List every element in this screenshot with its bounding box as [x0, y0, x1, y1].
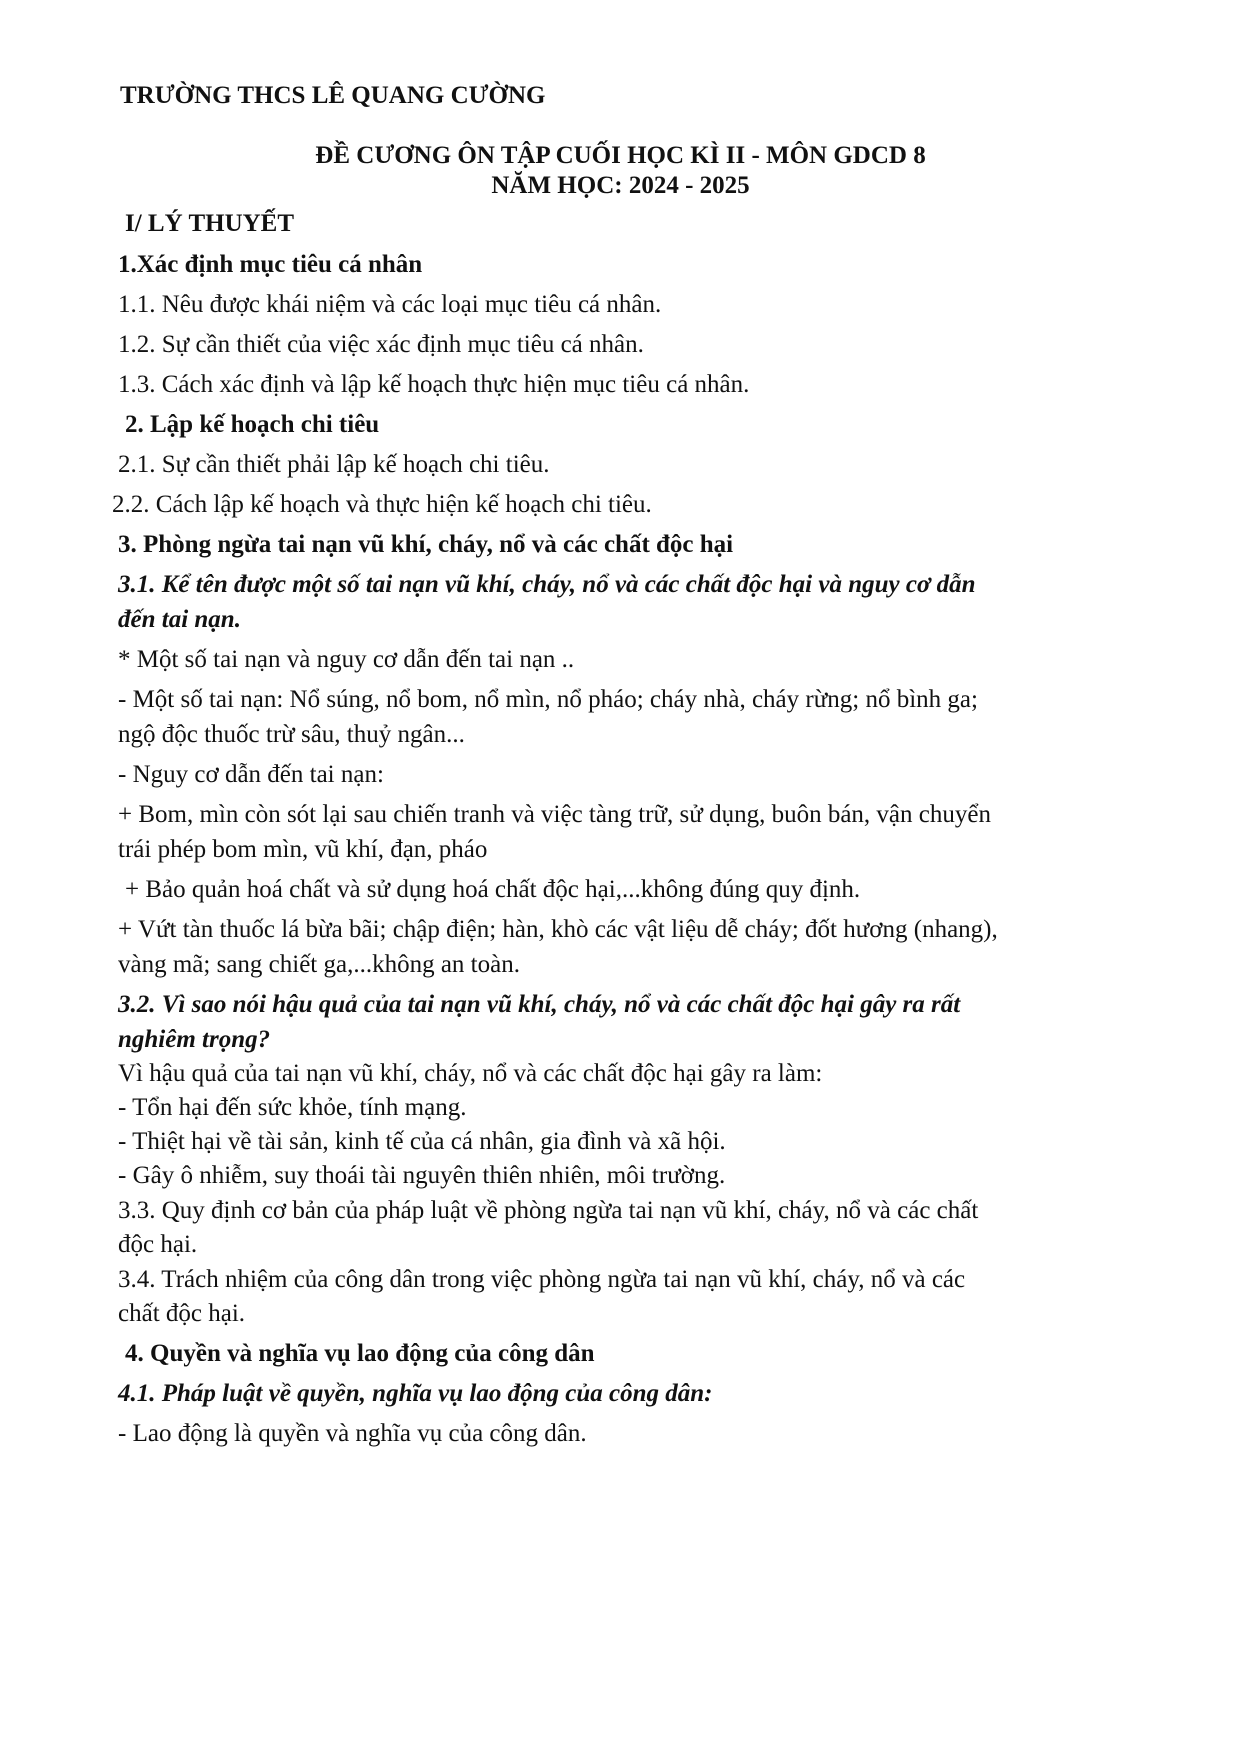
- question-3-2: 3.2. Vì sao nói hậu quả của tai nạn vũ khí, cháy, nổ và các chất độc hại gây ra rất: [118, 991, 961, 1018]
- question-3-4: 3.4. Trách nhiệm của công dân trong việc phòng ngừa tai nạn vũ khí, cháy, nổ và các: [118, 1266, 966, 1293]
- risk-item-cont: vàng mã; sang chiết ga,...không an toàn.: [118, 951, 520, 978]
- labor-item: - Lao động là quyền và nghĩa vụ của công dân.: [118, 1420, 587, 1447]
- question-3-1: 3.1. Kể tên được một số tai nạn vũ khí, cháy, nổ và các chất độc hại và nguy cơ dẫn: [118, 571, 976, 598]
- section-2-item: 2.1. Sự cần thiết phải lập kế hoạch chi tiêu.: [118, 451, 550, 478]
- question-3-3-cont: độc hại.: [118, 1231, 198, 1258]
- section-1-item: 1.3. Cách xác định và lập kế hoạch thực hiện mục tiêu cá nhân.: [118, 371, 750, 398]
- school-name: TRƯỜNG THCS LÊ QUANG CƯỜNG: [120, 82, 546, 109]
- school-year: NĂM HỌC: 2024 - 2025: [491, 172, 750, 199]
- consequence-item: - Gây ô nhiễm, suy thoái tài nguyên thiên nhiên, môi trường.: [118, 1162, 726, 1189]
- risk-item: + Bom, mìn còn sót lại sau chiến tranh và việc tàng trữ, sử dụng, buôn bán, vận chuyển: [118, 801, 991, 828]
- section-1-heading: 1.Xác định mục tiêu cá nhân: [118, 251, 423, 278]
- section-1-item: 1.2. Sự cần thiết của việc xác định mục tiêu cá nhân.: [118, 331, 644, 358]
- question-3-1-cont: đến tai nạn.: [118, 606, 241, 633]
- risk-heading: - Nguy cơ dẫn đến tai nạn:: [118, 761, 384, 788]
- risk-item: + Vứt tàn thuốc lá bừa bãi; chập điện; hàn, khò các vật liệu dễ cháy; đốt hương (nhang),: [118, 916, 998, 943]
- section-3-heading: 3. Phòng ngừa tai nạn vũ khí, cháy, nổ và các chất độc hại: [118, 531, 734, 558]
- star-note: * Một số tai nạn và nguy cơ dẫn đến tai nạn ..: [118, 646, 575, 673]
- consequence-item: - Thiệt hại về tài sản, kinh tế của cá nhân, gia đình và xã hội.: [118, 1128, 726, 1155]
- consequence-intro: Vì hậu quả của tai nạn vũ khí, cháy, nổ và các chất độc hại gây ra làm:: [118, 1060, 823, 1087]
- question-4-1: 4.1. Pháp luật về quyền, nghĩa vụ lao động của công dân:: [118, 1380, 713, 1407]
- part-heading: I/ LÝ THUYẾT: [125, 210, 295, 237]
- accidents-list-cont: ngộ độc thuốc trừ sâu, thuỷ ngân...: [118, 721, 465, 748]
- section-4-heading: 4. Quyền và nghĩa vụ lao động của công dân: [125, 1340, 595, 1367]
- section-1-item: 1.1. Nêu được khái niệm và các loại mục tiêu cá nhân.: [118, 291, 662, 318]
- question-3-3: 3.3. Quy định cơ bản của pháp luật về phòng ngừa tai nạn vũ khí, cháy, nổ và các chất: [118, 1197, 979, 1224]
- accidents-list: - Một số tai nạn: Nổ súng, nổ bom, nổ mìn, nổ pháo; cháy nhà, cháy rừng; nổ bình ga;: [118, 686, 978, 713]
- document-title: ĐỀ CƯƠNG ÔN TẬP CUỐI HỌC KÌ II - MÔN GDCD 8: [315, 142, 926, 169]
- section-2-item: 2.2. Cách lập kế hoạch và thực hiện kế hoạch chi tiêu.: [112, 491, 652, 518]
- consequence-item: - Tổn hại đến sức khỏe, tính mạng.: [118, 1094, 467, 1121]
- risk-item-cont: trái phép bom mìn, vũ khí, đạn, pháo: [118, 836, 488, 863]
- question-3-4-cont: chất độc hại.: [118, 1300, 246, 1327]
- risk-item: + Bảo quản hoá chất và sử dụng hoá chất độc hại,...không đúng quy định.: [125, 876, 861, 903]
- question-3-2-cont: nghiêm trọng?: [118, 1026, 271, 1053]
- section-2-heading: 2. Lập kế hoạch chi tiêu: [125, 411, 380, 438]
